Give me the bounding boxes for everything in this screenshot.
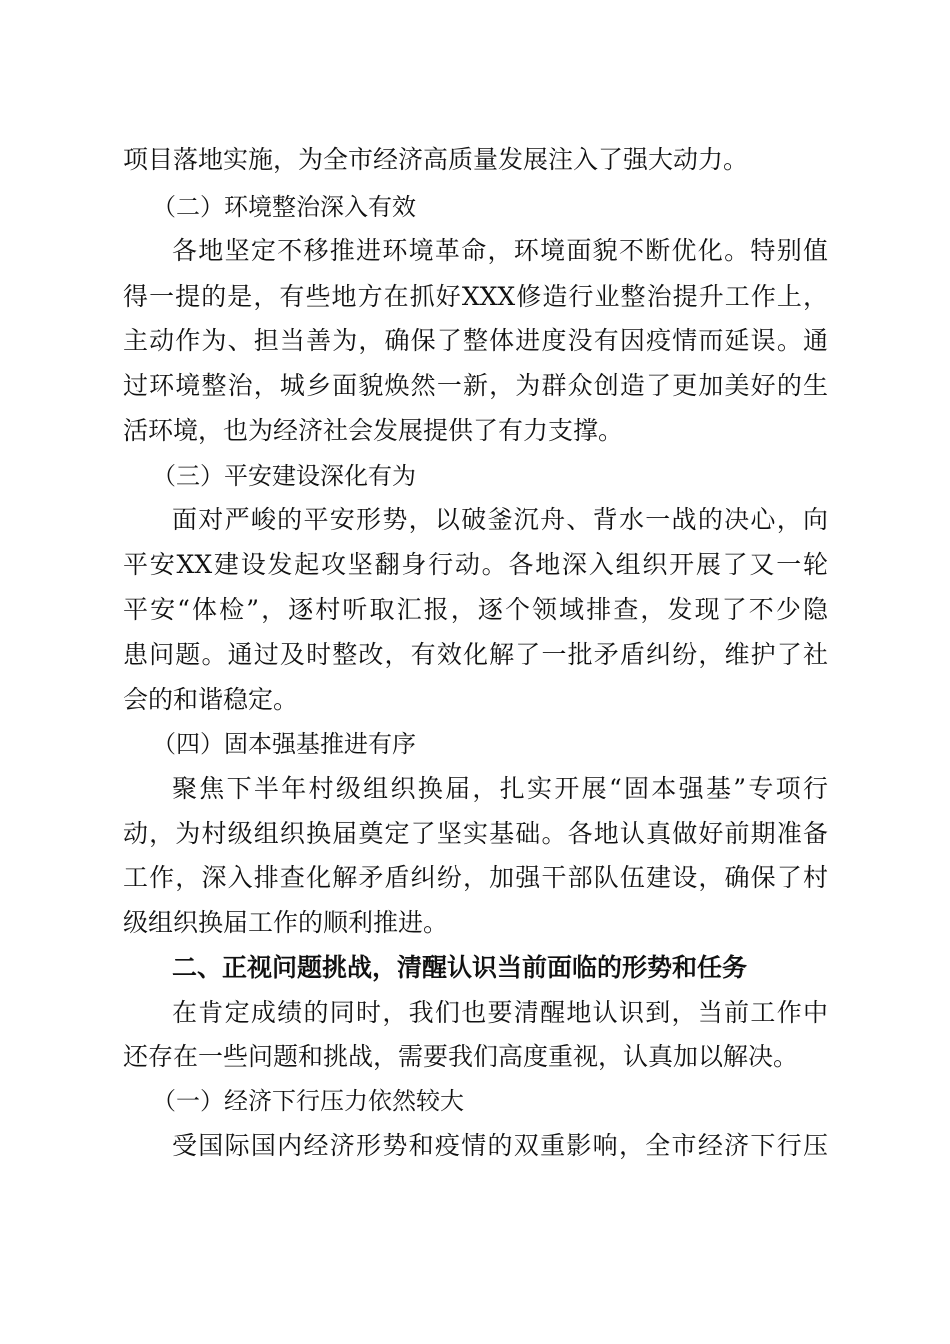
paragraph-line: 级组织换届工作的顺利推进。 <box>123 908 449 937</box>
paragraph-line: 过环境整治，城乡面貌焕然一新，为群众创造了更加美好的生 <box>123 371 828 400</box>
paragraph-line: 还存在一些问题和挑战，需要我们高度重视，认真加以解决。 <box>123 1042 799 1071</box>
paragraph-line: 主动作为、担当善为，确保了整体进度没有因疫情而延误。通 <box>123 326 828 355</box>
paragraph-line: 面对严峻的平安形势，以破釜沉舟、背水一战的决心，向 <box>172 505 828 534</box>
paragraph-line: 动，为村级组织换届奠定了坚实基础。各地认真做好前期准备 <box>123 819 828 848</box>
paragraph-line: 聚焦下半年村级组织换届，扎实开展“固本强基”专项行 <box>172 774 828 803</box>
paragraph-line: 在肯定成绩的同时，我们也要清醒地认识到，当前工作中 <box>172 998 828 1027</box>
section-heading: （四）固本强基推进有序 <box>152 730 416 758</box>
section-heading: （三）平安建设深化有为 <box>152 462 416 490</box>
paragraph-line: 平安“体检”，逐村听取汇报，逐个领域排查，发现了不少隐 <box>123 595 828 624</box>
paragraph-line: 受国际国内经济形势和疫情的双重影响，全市经济下行压 <box>172 1131 828 1160</box>
paragraph-line: 工作，深入排查化解矛盾纠纷，加强干部队伍建设，确保了村 <box>123 863 828 892</box>
section-heading: （一）经济下行压力依然较大 <box>152 1087 464 1115</box>
chapter-heading: 二、正视问题挑战，清醒认识当前面临的形势和任务 <box>172 953 748 982</box>
paragraph-line: 患问题。通过及时整改，有效化解了一批矛盾纠纷，维护了社 <box>123 640 828 669</box>
section-heading: （二）环境整治深入有效 <box>152 193 416 221</box>
paragraph-line: 平安XX建设发起攻坚翻身行动。各地深入组织开展了又一轮 <box>123 550 828 579</box>
paragraph-line: 会的和谐稳定。 <box>123 685 299 714</box>
paragraph-line: 各地坚定不移推进环境革命，环境面貌不断优化。特别值 <box>172 236 828 265</box>
paragraph-line: 项目落地实施，为全市经济高质量发展注入了强大动力。 <box>123 145 749 174</box>
paragraph-line: 活环境，也为经济社会发展提供了有力支撑。 <box>123 416 624 445</box>
paragraph-line: 得一提的是，有些地方在抓好XXX修造行业整治提升工作上， <box>123 282 828 311</box>
